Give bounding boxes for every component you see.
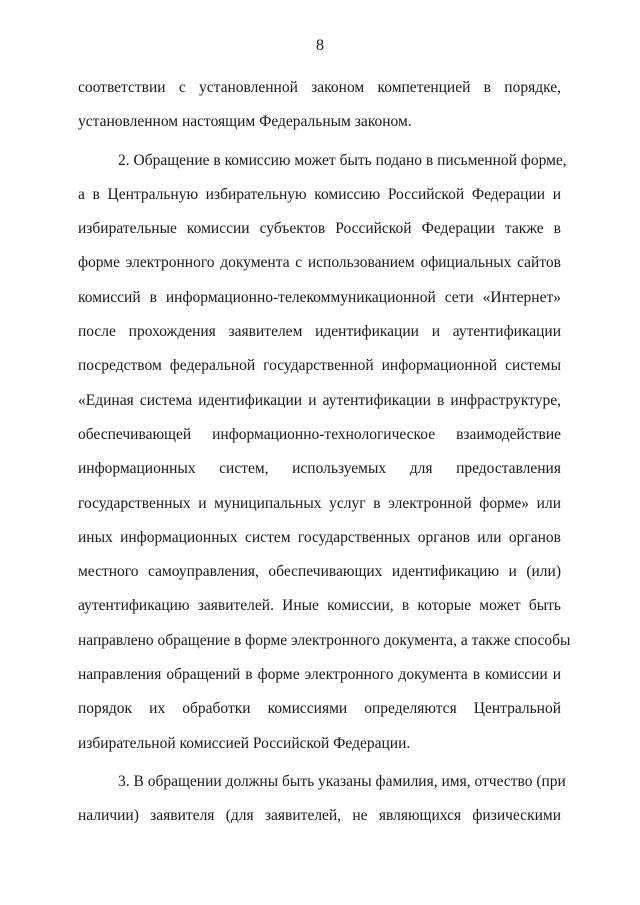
text-line: наличии) заявителя (для заявителей, не являющихся физическими xyxy=(78,807,561,825)
text-line: форме электронного документа с использованием официальных сайтов xyxy=(78,254,561,272)
text-line: информационных систем, используемых для предоставления xyxy=(78,460,561,478)
text-line: избирательные комиссии субъектов Российской Федерации также в xyxy=(78,220,561,238)
text-line: государственных и муниципальных услуг в электронной форме» или xyxy=(78,494,561,512)
text-line: направлено обращение в форме электронного документа, а также способы xyxy=(78,631,571,649)
text-line: установленном настоящим Федеральным законом. xyxy=(78,113,412,131)
text-line: а в Центральную избирательную комиссию Российской Федерации и xyxy=(78,185,561,203)
page-number: 8 xyxy=(316,37,324,54)
text-line: комиссий в информационно-телекоммуникационной сети «Интернет» xyxy=(78,288,561,306)
document-body xyxy=(78,76,571,839)
paragraph-2-first-line: 2. Обращение в комиссию может быть подано в письменной форме, xyxy=(118,151,567,169)
text-line: посредством федеральной государственной информационной системы xyxy=(78,357,561,375)
text-line: порядок их обработки комиссиями определяются Центральной xyxy=(78,700,561,718)
text-line: соответствии с установленной законом компетенцией в порядке, xyxy=(78,79,561,96)
text-line: обеспечивающей информационно-технологическое взаимодействие xyxy=(78,425,561,443)
text-line: избирательной комиссией Российской Федерации. xyxy=(78,734,411,752)
text-line: направления обращений в форме электронного документа в комиссии и xyxy=(78,666,561,684)
paragraph-3-first-line: 3. В обращении должны быть указаны фамилия, имя, отчество (при xyxy=(118,772,566,790)
text-line: после прохождения заявителем идентификации и аутентификации xyxy=(78,323,561,341)
text-line: аутентификацию заявителей. Иные комиссии, в которые может быть xyxy=(78,597,561,615)
text-line: «Единая система идентификации и аутентификации в инфраструктуре, xyxy=(78,391,561,409)
text-line: иных информационных систем государственных органов или органов xyxy=(78,528,561,546)
text-line: местного самоуправления, обеспечивающих идентификацию и (или) xyxy=(78,563,561,581)
